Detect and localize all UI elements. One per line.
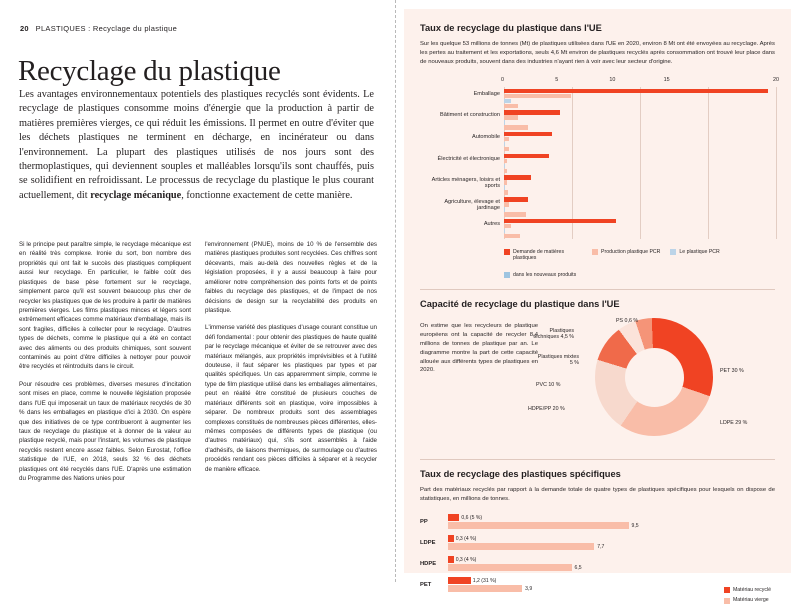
bar xyxy=(504,234,520,238)
folio xyxy=(20,24,177,33)
bar-group xyxy=(439,108,775,130)
bar-recycled xyxy=(448,556,454,563)
bar-category-label: PP xyxy=(420,518,428,525)
bar-recycled xyxy=(448,535,454,542)
donut-slice-label: PS 0,6 % xyxy=(616,318,639,325)
axis-tick: 15 xyxy=(663,76,670,83)
bar xyxy=(504,219,616,223)
donut-slice-label: Plastiques techniques 4,5 % xyxy=(533,328,574,341)
bar-category-label: Automobile xyxy=(472,134,500,140)
bar-recycled xyxy=(448,577,471,584)
left-page xyxy=(0,0,395,582)
body-column-1 xyxy=(19,240,191,492)
bar xyxy=(504,175,531,179)
legend-item xyxy=(670,249,719,262)
bar-category-label: Articles ménagers, loisirs et sports xyxy=(431,177,500,190)
body-columns xyxy=(19,240,377,492)
page-fold-line xyxy=(395,0,396,582)
grid-line xyxy=(776,87,777,239)
bar xyxy=(504,154,549,158)
body-column-2 xyxy=(205,240,377,492)
bar-category-label: Autres xyxy=(483,220,500,227)
chart-legend xyxy=(504,249,775,279)
page-number: 20 xyxy=(20,24,29,33)
axis-tick: 5 xyxy=(555,76,559,83)
bar-virgin xyxy=(448,522,629,529)
intro-paragraph xyxy=(19,88,374,203)
bar-group xyxy=(437,152,775,174)
donut-chart-block xyxy=(420,316,775,448)
bar xyxy=(504,115,518,119)
bar-value-label: 6,5 xyxy=(574,565,582,572)
donut-slice-label: PET 30 % xyxy=(720,368,744,375)
bar-value-label: 0,3 (4 %) xyxy=(455,556,477,563)
donut-hole xyxy=(625,348,684,407)
bar-value-label: 3,9 xyxy=(525,586,533,593)
section-specific-plastics xyxy=(420,469,775,610)
intro-text-bold: recyclage mécanique xyxy=(90,189,182,201)
right-page-infographics xyxy=(404,9,791,604)
bar xyxy=(504,190,508,194)
section-rubric: PLASTIQUES : Recyclage du plastique xyxy=(35,24,178,33)
bar xyxy=(504,89,768,93)
bar-category-label: PET xyxy=(420,581,432,588)
donut-slice-label: PVC 10 % xyxy=(536,382,561,389)
bar-value-label: 7,7 xyxy=(597,544,605,551)
bar-value-label: 1,2 (31 %) xyxy=(472,577,497,584)
bar-virgin xyxy=(448,564,572,571)
bar-recycled xyxy=(448,514,459,521)
bar-group xyxy=(472,130,775,152)
bar xyxy=(504,110,560,114)
bar xyxy=(504,125,528,129)
legend-swatch xyxy=(592,249,598,255)
bar-category-label: Agriculture, élevage et jardinage xyxy=(444,199,500,212)
paragraph: Si le principe peut paraître simple, le recyclage mécanique est en réalité très complexe. Ironie du sort, bon nombre des propriétés qui ont fait le succès des plastiques compliquent aussi leur recyclage. En particulier, le faible coût des plastiques de base pèse fortement sur le recyclage, simplement parce qu'il est souvent beaucoup plus cher de recycler les plastiques que de les produire à partir de matières premières vierges. Les films plastiques minces et légers sont extrêmement efficaces comme matériaux d'emballage, mais ils sont fragiles, difficiles à collecter pour le recyclage. D'autres types de déchets, comme le plastique qui a été en contact avec des aliments ou des produits chimiques, sont souvent contaminés au point d'être difficiles à nettoyer pour pouvoir être recyclés et réintroduits dans le circuit. xyxy=(19,241,191,371)
intro-text-after: , fonctionne exactement de cette manière. xyxy=(181,189,353,201)
paragraph: l'environnement (PNUE), moins de 10 % de l'ensemble des matières plastiques produites sont recyclées. Ces chiffres sont décevants, mais au-delà des nouvelles règles et de la législation proposées, il y a aussi beaucoup à faire pour améliorer notre compréhension des points forts et de points faibles du recyclage des plastiques, et de l'impact de nos décisions de design sur la recyclabilité des produits en plastique. xyxy=(205,241,377,314)
section-recycling-capacity xyxy=(420,299,775,448)
legend-swatch xyxy=(504,272,510,278)
donut-slice-label: LDPE 29 % xyxy=(720,420,748,427)
legend-swatch xyxy=(724,598,730,604)
bar-virgin xyxy=(448,585,522,592)
bar xyxy=(504,147,509,151)
axis-tick: 10 xyxy=(609,76,616,83)
bar-category-label: HDPE xyxy=(420,560,437,567)
bar-group xyxy=(431,173,775,195)
section-intro: On estime que les recycleurs de plastique européens ont la capacité de recycler 8,4 millions de tonnes de plastique par an. Le diagramme montre la part de cette capacité allouée aux différents types de plastiques en 2020. xyxy=(420,323,538,374)
chart-plot-area xyxy=(431,87,775,239)
bar xyxy=(504,120,505,124)
bar-chart-demand xyxy=(420,76,780,279)
bar-category-label: Bâtiment et construction xyxy=(439,112,500,119)
intro-text-before: Les avantages environnementaux potentiels des plastiques recyclés sont évidents. Le recyclage de plastiques consomme moins d'énergie que la production à partir de matières premières vierges, ce qui réduit les émissions. Il permet en outre d'éviter que les déchets plastiques ne terminent en décharge, en incinérateur ou dans l'environnement. La plupart des plastiques utilisés de nos jours sont des thermoplastiques, qui deviennent souples et malléables lorsqu'ils sont chauffés, puis se solidifient en refroidissant. Le processus de recyclage du plastique le plus courant actuellement, dit xyxy=(19,89,374,201)
bar-category-label: Électricité et électronique xyxy=(437,155,500,162)
legend-label: Le plastique PCR xyxy=(679,248,720,255)
bar-group xyxy=(483,217,775,239)
bar xyxy=(504,212,526,216)
bar-group xyxy=(473,87,775,109)
legend-item xyxy=(592,249,660,262)
donut-slice-label: Plastiques mixtes 5 % xyxy=(537,354,579,367)
legend-label: Matériau vierge xyxy=(732,597,769,604)
legend-label: Production plastique PCR xyxy=(601,248,661,255)
section-intro: Part des matériaux recyclés par rapport à la demande totale de quatre types de plastiques spécifiques pour lesquels on dispose de statistiques, en millions de tonnes. xyxy=(420,487,775,502)
bar xyxy=(504,229,505,233)
bar xyxy=(504,94,571,98)
section-intro: Sur les quelque 53 millions de tonnes (Mt) de plastiques utilisées dans l'UE en 2020, environ 8 Mt ont été envoyées au recyclage. Après les pertes au traitement et les exportations, seuls 4,6 Mt environ de plastiques recyclés après consommation ont trouvé leur place dans de nouveaux produits, souvent dans des industries n'ayant rien à voir avec leur secteur d'origine. xyxy=(420,41,775,65)
legend-label: Matériau recyclé xyxy=(732,586,771,593)
bar xyxy=(504,132,552,136)
legend-swatch xyxy=(670,249,676,255)
section-recycling-rate-eu xyxy=(420,23,780,278)
section-title: Taux de recyclage des plastiques spécifiques xyxy=(420,469,621,480)
axis-tick: 0 xyxy=(501,76,504,83)
page-title: Recyclage du plastique xyxy=(18,55,281,88)
bar xyxy=(504,180,507,184)
axis-tick: 20 xyxy=(773,76,780,83)
section-title: Taux de recyclage du plastique dans l'UE xyxy=(420,23,602,33)
bar xyxy=(504,224,511,228)
bar xyxy=(504,202,509,206)
legend-label: dans les nouveaux produits xyxy=(513,271,577,278)
legend-item xyxy=(504,272,576,279)
bar xyxy=(504,207,505,211)
bar xyxy=(504,142,505,146)
legend-item xyxy=(724,587,771,594)
divider xyxy=(420,289,775,290)
donut-slice-label: HDPE/PP 20 % xyxy=(528,406,565,413)
bar xyxy=(504,137,509,141)
donut-chart xyxy=(595,318,713,436)
divider xyxy=(420,459,775,460)
chart-legend xyxy=(724,587,771,608)
section-title: Capacité de recyclage du plastique dans l'UE xyxy=(420,299,620,310)
legend-swatch xyxy=(504,249,510,255)
bar xyxy=(504,159,507,163)
bar-group xyxy=(444,195,775,217)
bar-chart-specific xyxy=(420,514,775,610)
bar xyxy=(504,197,528,201)
bar-category-label: Emballage xyxy=(473,90,500,97)
bar xyxy=(504,185,505,189)
bar-value-label: 0,3 (4 %) xyxy=(455,535,477,542)
bar-category-label: LDPE xyxy=(420,539,436,546)
legend-item xyxy=(504,249,582,262)
paragraph: L'immense variété des plastiques d'usage courant constitue un défi fondamental : pour obtenir des plastiques de haute qualité par le recyclage mécanique et éviter de se retrouver avec des matériaux mélangés, aux propriétés imprévisibles et à l'utilité douteuse, il faut séparer les plastiques par types et par qualités spécifiques. Un cas apparemment simple, comme le type de film plastique utilisé dans les emballages alimentaires, peut en réalité être constitué de plusieurs couches de matériaux différents soit en plastique, voire impossibles à séparer. De nombreux produits sont des assemblages complexes constitués de nombreuses pièces différentes, elles-mêmes composées de différents types de plastique (ou d'autres matériaux) qui, s'ils sont assemblés à l'aide d'adhésifs, de liaisons thermiques, de surmoulage ou d'autres procédés rendant ces pièces difficiles à séparer et à recycler de manière efficace. xyxy=(205,324,377,473)
chart-x-axis xyxy=(501,76,780,87)
bar xyxy=(504,164,505,168)
paragraph: Pour résoudre ces problèmes, diverses mesures d'incitation sont mises en place, comme le nouvelle législation proposée dans l'UE qui imposerait un taux de matériaux recyclés de 30 % dans les emballages en plastique d'ici à 2030. On espère que des initiatives de ce type contribueront à augmenter les taux de recyclage du plastique et à donner de la valeur au plastique recyclé, mais pour l'instant, les volumes de plastique recyclés restent encore assez faibles. Selon Eurostat, l'office statistique de l'UE, en 2018, seuls 32 % des déchets plastiques ont été recyclés dans l'UE. D'après une estimation du Programme des Nations unies pour xyxy=(19,380,191,483)
legend-label: Demande de matières plastiques xyxy=(513,248,565,262)
legend-item xyxy=(724,597,771,604)
bar-value-label: 9,5 xyxy=(631,523,639,530)
bar-value-label: 0,6 (5 %) xyxy=(461,514,483,521)
legend-swatch xyxy=(724,587,730,593)
bar xyxy=(504,99,511,103)
bar-virgin xyxy=(448,543,594,550)
